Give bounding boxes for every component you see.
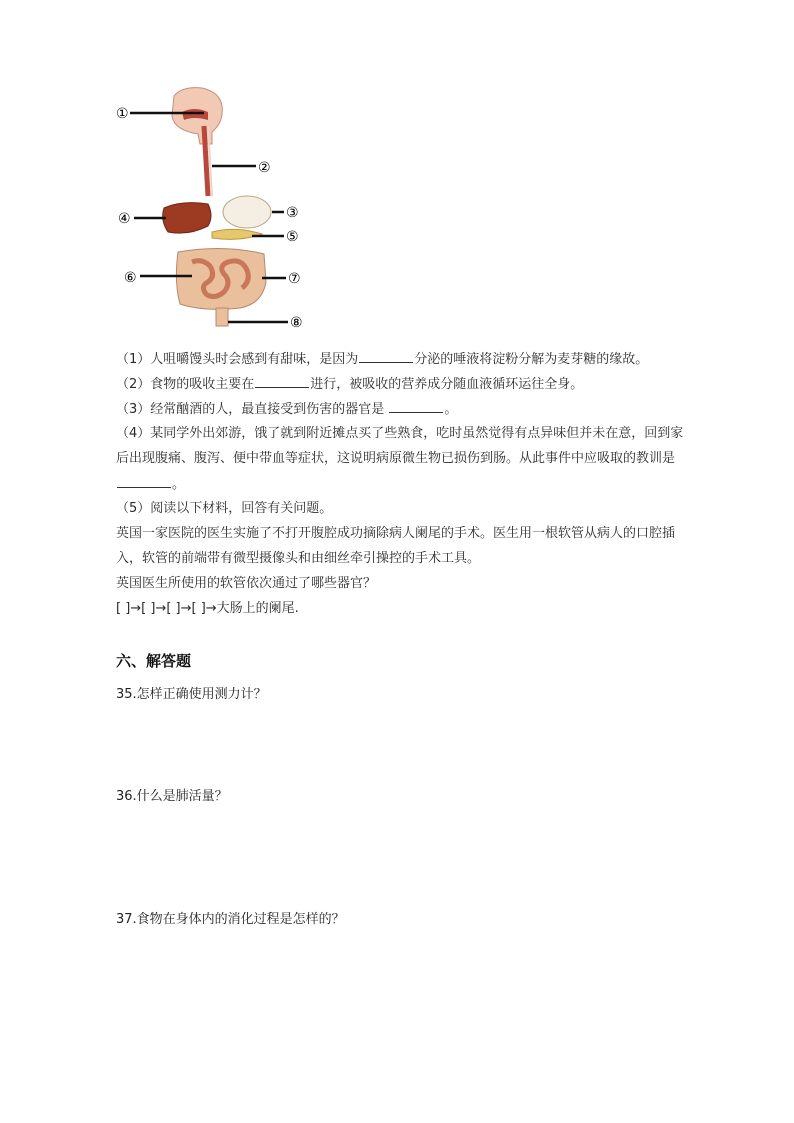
pancreas — [212, 229, 262, 239]
large-intestine — [176, 248, 266, 309]
question-1-part-b: 分泌的唾液将淀粉分解为麦芽糖的缘故。 — [414, 352, 649, 367]
stomach — [223, 196, 271, 228]
digestive-system-svg — [112, 86, 312, 331]
marker-1: ① — [116, 106, 129, 122]
marker-4: ④ — [118, 211, 131, 227]
question-5-line-1: （5）阅读以下材料，回答有关问题。 — [116, 501, 333, 516]
question-1 — [116, 350, 648, 369]
answer-blank-4[interactable] — [117, 475, 171, 488]
question-3 — [116, 400, 457, 419]
question-5-line-5: [ ]→[ ]→[ ]→[ ]→大肠上的阑尾. — [116, 601, 299, 616]
question-3-part-b: 。 — [444, 402, 458, 417]
question-5-line-3: 入，软管的前端带有微型摄像头和由细丝牵引操控的手术工具。 — [116, 551, 481, 566]
question-4-tail: 。 — [172, 477, 186, 492]
question-4-line-2: 后出现腹痛、腹泻、便中带血等症状，这说明病原微生物已损伤到肠。从此事件中应吸取的教训是 — [116, 451, 676, 466]
rectum — [216, 308, 228, 326]
digestive-system-diagram — [112, 86, 312, 331]
question-3-part-a: （3）经常酗酒的人，最直接受到伤害的器官是 — [116, 402, 385, 417]
question-2 — [116, 375, 583, 394]
answer-blank-1[interactable] — [359, 350, 413, 363]
question-36: 36.什么是肺活量？ — [116, 789, 228, 804]
marker-5: ⑤ — [286, 229, 299, 245]
answer-blank-2[interactable] — [255, 375, 309, 388]
marker-7: ⑦ — [288, 271, 301, 287]
question-1-part-a: （1）人咀嚼馒头时会感到有甜味，是因为 — [116, 352, 359, 367]
question-4-line-3 — [116, 475, 185, 494]
section-title: 六、解答题 — [116, 652, 192, 670]
question-5-line-2: 英国一家医院的医生实施了不打开腹腔成功摘除病人阑尾的手术。医生用一根软管从病人的口腔插 — [116, 526, 676, 541]
question-35: 35.怎样正确使用测力计？ — [116, 687, 267, 702]
marker-6: ⑥ — [124, 270, 137, 286]
answer-blank-3[interactable] — [389, 400, 443, 413]
liver — [163, 203, 211, 233]
question-5-line-4: 英国医生所使用的软管依次通过了哪些器官？ — [116, 576, 377, 591]
question-2-part-a: （2）食物的吸收主要在 — [116, 377, 255, 392]
question-4-line-1: （4）某同学外出郊游，饿了就到附近摊点买了些熟食，吃时虽然觉得有点异味但并未在意，回到家 — [116, 426, 684, 441]
question-2-part-b: 进行，被吸收的营养成分随血液循环运往全身。 — [310, 377, 584, 392]
question-37: 37.食物在身体内的消化过程是怎样的？ — [116, 912, 345, 927]
marker-2: ② — [258, 160, 271, 176]
marker-8: ⑧ — [290, 315, 303, 331]
marker-3: ③ — [286, 205, 299, 221]
